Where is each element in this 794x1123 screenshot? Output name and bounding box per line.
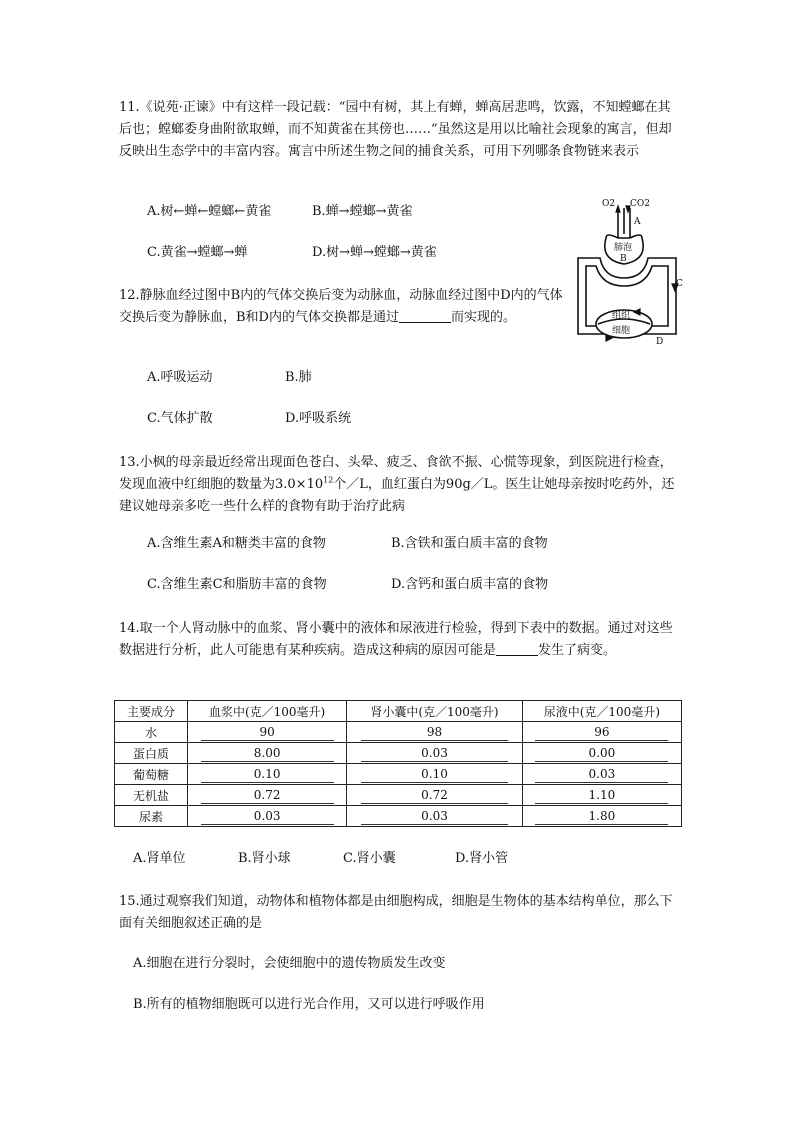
table-cell-value: 8.00: [201, 745, 334, 762]
table-header-cell: 血浆中(克／100毫升): [188, 701, 347, 722]
q12-option-d[interactable]: D.呼吸系统: [285, 411, 352, 426]
co2-label: CO2: [630, 199, 650, 209]
q15-option-b[interactable]: B.所有的植物细胞既可以进行光合作用，又可以进行呼吸作用: [133, 997, 485, 1012]
q14-option-b[interactable]: B.肾小球: [238, 851, 291, 866]
alveolus-label: 肺泡: [614, 243, 633, 253]
q12-option-a[interactable]: A.呼吸运动: [147, 370, 213, 385]
table-header-cell: 肾小囊中(克／100毫升): [347, 701, 523, 722]
q14-option-d[interactable]: D.肾小管: [455, 851, 509, 866]
table-cell-value: 0.10: [201, 766, 334, 783]
table-cell: [347, 743, 523, 764]
table-cell: [188, 743, 347, 764]
table-cell: [522, 806, 681, 827]
table-cell-value: 0.03: [361, 808, 508, 825]
table-cell: 无机盐: [115, 785, 188, 806]
q14-text-before: 14.取一个人肾动脉中的血浆、肾小囊中的液体和尿液进行检验，得到下表中的数据。通过对这些数据进行分析，此人可能患有某种疾病。造成这种病的原因可能是: [119, 621, 673, 658]
table-row: [115, 764, 682, 785]
table-cell: [188, 785, 347, 806]
q12-text-after: 而实现的。: [450, 310, 516, 325]
o2-label: O2: [602, 199, 616, 209]
table-cell: 葡萄糖: [115, 764, 188, 785]
cell-label: 细胞: [612, 326, 631, 336]
q13-exponent: 12: [323, 475, 334, 485]
q12-answer-blank[interactable]: [399, 308, 451, 323]
table-cell: [347, 722, 523, 743]
q11-option-a[interactable]: A.树←蝉←螳螂←黄雀: [147, 204, 272, 219]
tissue-label: 组织: [612, 311, 631, 321]
q15-option-a[interactable]: A.细胞在进行分裂时，会使细胞中的遗传物质发生改变: [133, 956, 446, 971]
question-14-text: [119, 618, 679, 662]
table-cell-value: 90: [201, 724, 334, 741]
question-13-text: [119, 452, 679, 518]
urine-analysis-table: [114, 700, 682, 827]
table-cell: [522, 785, 681, 806]
label-d: D: [656, 337, 664, 346]
table-cell: [188, 806, 347, 827]
table-cell-value: 0.10: [361, 766, 508, 783]
question-11-text: 11.《说苑·正谏》中有这样一段记载：“园中有树，其上有蝉，蝉高居悲鸣，饮露，不知螳螂在其后也；螳螂委身曲附欲取蝉，而不知黄雀在其傍也……”虽然这是用以比喻社会现象的寓言，但却反映出生态学中的丰富内容。寓言中所述生物之间的捕食关系，可用下列哪条食物链来表示: [119, 100, 672, 159]
table-cell-value: 98: [361, 724, 508, 741]
q13-option-b[interactable]: B.含铁和蛋白质丰富的食物: [391, 536, 548, 551]
q14-option-c[interactable]: C.肾小囊: [343, 851, 396, 866]
table-cell-value: 1.10: [535, 787, 668, 804]
table-cell: 水: [115, 722, 188, 743]
table-cell: [347, 785, 523, 806]
table-cell-value: 96: [535, 724, 668, 741]
table-cell: 蛋白质: [115, 743, 188, 764]
table-cell-value: 0.03: [535, 766, 668, 783]
table-cell-value: 0.03: [361, 745, 508, 762]
q12-option-b[interactable]: B.肺: [285, 370, 312, 385]
table-row: [115, 722, 682, 743]
table-cell: [522, 764, 681, 785]
question-15-text: 15.通过观察我们知道，动物体和植物体都是由细胞构成，细胞是生物体的基本结构单位，那么下面有关细胞叙述正确的是: [119, 894, 673, 931]
label-a: A: [634, 217, 641, 227]
table-cell: [188, 764, 347, 785]
table-row: [115, 806, 682, 827]
table-row: [115, 785, 682, 806]
q12-text-before: 12.静脉血经过图中B内的气体交换后变为动脉血，动脉血经过图中D内的气体交换后变为静脉血，B和D内的气体交换都是通过: [119, 288, 563, 325]
label-c: C: [676, 279, 683, 289]
q14-answer-blank[interactable]: [496, 641, 538, 656]
label-b: B: [620, 254, 627, 264]
table-cell-value: 1.80: [535, 808, 668, 825]
table-header-row: [115, 701, 682, 722]
table-header-cell: 尿液中(克／100毫升): [522, 701, 681, 722]
q13-option-a[interactable]: A.含维生素A和糖类丰富的食物: [147, 536, 326, 551]
question-12-text: [119, 285, 569, 329]
q11-option-d[interactable]: D.树→蝉→螳螂→黄雀: [312, 245, 437, 260]
q11-option-c[interactable]: C.黄雀→螳螂→蝉: [147, 245, 248, 260]
q13-text-after: 个／L，血红蛋白为90g／L。医生让她母亲按时吃药外，还建议她母亲多吃一些什么样的食物有助于治疗此病: [119, 477, 675, 514]
table-header-cell: 主要成分: [115, 701, 188, 722]
table-cell-value: 0.72: [361, 787, 508, 804]
o2-arrow-icon: [616, 206, 620, 212]
table-cell: [522, 722, 681, 743]
q11-option-b[interactable]: B.蝉→螳螂→黄雀: [312, 204, 413, 219]
q12-option-c[interactable]: C.气体扩散: [147, 411, 213, 426]
q13-text-before: 13.小枫的母亲最近经常出现面色苍白、头晕、疲乏、食欲不振、心慌等现象，到医院进行检查，发现血液中红细胞的数量为3.0×10: [119, 455, 673, 492]
q14-option-a[interactable]: A.肾单位: [133, 851, 186, 866]
table-cell-value: 0.72: [201, 787, 334, 804]
q14-text-after: 发生了病变。: [538, 643, 617, 658]
gas-exchange-diagram: [568, 194, 688, 346]
table-row: [115, 743, 682, 764]
table-cell: 尿素: [115, 806, 188, 827]
table-cell-value: 0.00: [535, 745, 668, 762]
table-cell: [347, 806, 523, 827]
q13-option-d[interactable]: D.含钙和蛋白质丰富的食物: [391, 577, 549, 592]
table-cell-value: 0.03: [201, 808, 334, 825]
q13-option-c[interactable]: C.含维生素C和脂肪丰富的食物: [147, 577, 327, 592]
table-cell: [347, 764, 523, 785]
table-cell: [522, 743, 681, 764]
table-cell: [188, 722, 347, 743]
